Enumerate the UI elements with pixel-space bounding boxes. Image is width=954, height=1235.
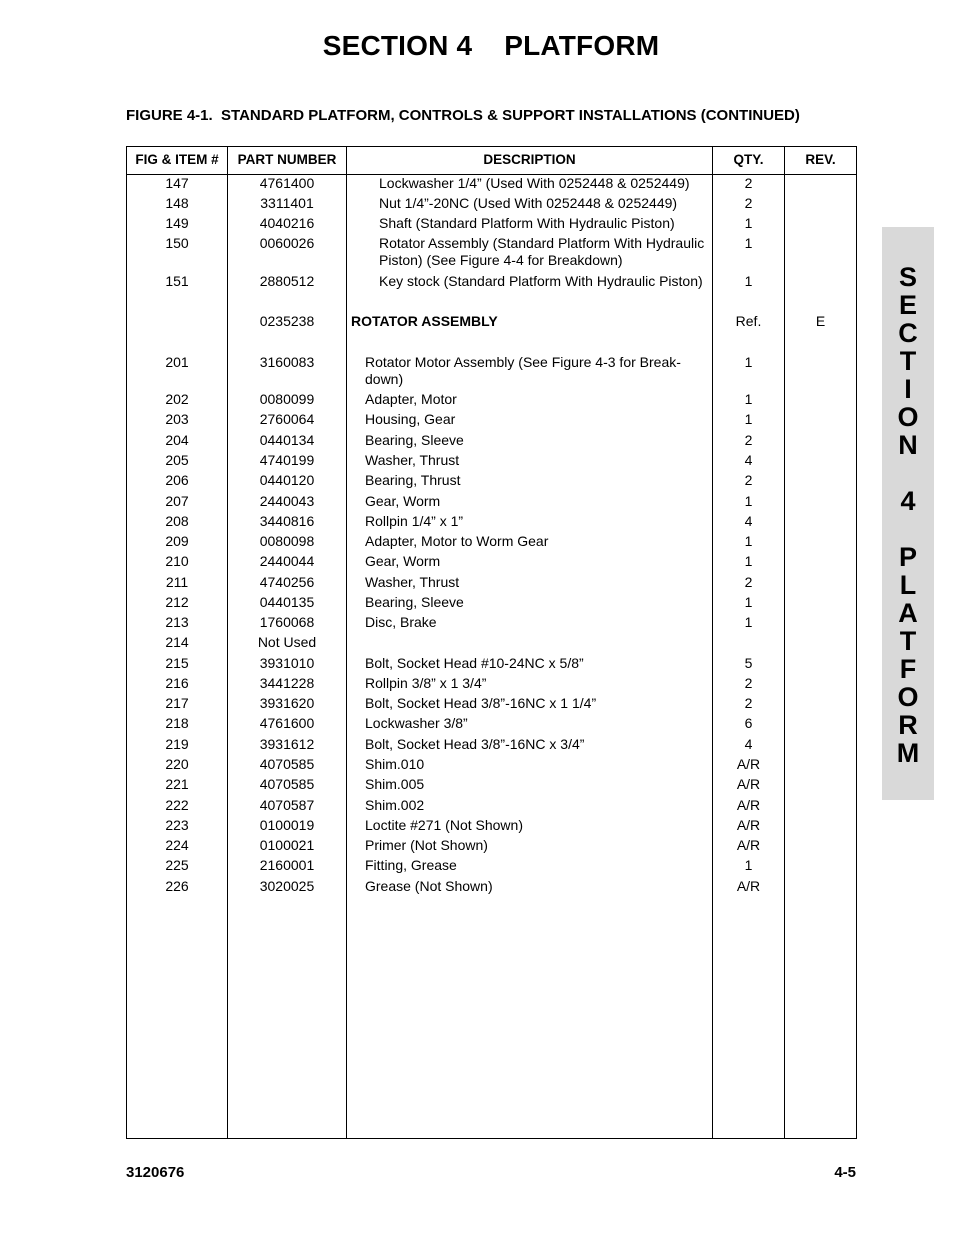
cell-part-number: 3931010 [259, 655, 315, 671]
cell-qty: A/R [736, 837, 761, 853]
cell-part-number: 4761400 [259, 175, 315, 191]
side-tab-letter: 4 [900, 486, 916, 516]
parts-table [126, 146, 857, 1139]
cell-description: Shim.010 [365, 756, 425, 772]
cell-qty: 1 [744, 533, 753, 549]
side-tab-letter: O [897, 402, 919, 432]
cell-fig-item: 222 [165, 797, 189, 813]
cell-part-number: 3931612 [259, 736, 315, 752]
cell-qty: 1 [744, 553, 753, 569]
cell-qty: 2 [744, 432, 753, 448]
cell-description: Washer, Thrust [365, 574, 460, 590]
cell-qty: 5 [744, 655, 753, 671]
cell-fig-item: 206 [165, 472, 189, 488]
cell-qty: 1 [744, 857, 753, 873]
cell-qty: 1 [744, 614, 753, 630]
side-tab-letter: F [899, 654, 917, 684]
cell-description-continued: Piston) (See Figure 4-4 for Breakdown) [379, 252, 623, 268]
cell-description: Grease (Not Shown) [365, 878, 493, 894]
cell-part-number: 4761600 [259, 715, 315, 731]
column-header-qty: QTY. [733, 152, 764, 167]
cell-part-number: 4070585 [259, 756, 315, 772]
cell-description: Rotator Assembly (Standard Platform With Hydraulic [379, 235, 705, 251]
cell-fig-item: 215 [165, 655, 189, 671]
cell-qty: 2 [744, 175, 753, 191]
cell-qty: 4 [744, 452, 753, 468]
cell-fig-item: 224 [165, 837, 189, 853]
cell-qty: Ref. [735, 313, 762, 329]
page-number: 4-5 [834, 1164, 856, 1181]
cell-fig-item: 214 [165, 634, 189, 650]
cell-fig-item: 217 [165, 695, 189, 711]
cell-qty: 6 [744, 715, 753, 731]
cell-part-number: 3160083 [259, 354, 315, 370]
side-tab-letter: S [898, 262, 917, 292]
side-tab-letter: P [898, 542, 917, 572]
cell-description: Lockwasher 3/8” [365, 715, 468, 731]
cell-part-number: 3020025 [259, 878, 315, 894]
cell-fig-item: 204 [165, 432, 189, 448]
cell-qty: 2 [744, 574, 753, 590]
column-header-rev: REV. [805, 152, 836, 167]
cell-qty: A/R [736, 817, 761, 833]
cell-description: Housing, Gear [365, 411, 456, 427]
cell-description: Adapter, Motor to Worm Gear [365, 533, 549, 549]
column-header-fig-item: FIG & ITEM # [135, 152, 219, 167]
side-tab-letter [882, 459, 934, 487]
cell-description: Loctite #271 (Not Shown) [365, 817, 523, 833]
cell-description: Gear, Worm [365, 553, 441, 569]
cell-fig-item: 223 [165, 817, 189, 833]
cell-description: Disc, Brake [365, 614, 437, 630]
column-header-part-number: PART NUMBER [237, 152, 337, 167]
cell-description: ROTATOR ASSEMBLY [351, 313, 498, 329]
side-tab-letters [882, 263, 934, 767]
section-title: SECTION 4 PLATFORM [322, 30, 660, 61]
cell-part-number: 3441228 [259, 675, 315, 691]
cell-part-number: 0440134 [259, 432, 315, 448]
cell-qty: 1 [744, 235, 753, 251]
cell-fig-item: 148 [165, 195, 189, 211]
cell-description: Primer (Not Shown) [365, 837, 488, 853]
cell-fig-item: 212 [165, 594, 189, 610]
cell-qty: 2 [744, 695, 753, 711]
cell-fig-item: 147 [165, 175, 189, 191]
cell-description: Lockwasher 1/4” (Used With 0252448 & 0252449) [379, 175, 690, 191]
cell-description: Rollpin 3/8” x 1 3/4” [365, 675, 487, 691]
cell-part-number: 2440044 [259, 553, 315, 569]
cell-part-number: 4070587 [259, 797, 315, 813]
cell-description: Shaft (Standard Platform With Hydraulic Piston) [379, 215, 675, 231]
cell-description: Rotator Motor Assembly (See Figure 4-3 for Break- [365, 354, 681, 370]
section-side-tab [882, 227, 934, 800]
cell-description: Shim.002 [365, 797, 425, 813]
cell-fig-item: 208 [165, 513, 189, 529]
side-tab-letter: E [898, 290, 917, 320]
cell-description: Bearing, Sleeve [365, 432, 464, 448]
cell-fig-item: 218 [165, 715, 189, 731]
cell-fig-item: 220 [165, 756, 189, 772]
cell-qty: 2 [744, 472, 753, 488]
cell-qty: 1 [744, 594, 753, 610]
cell-qty: 1 [744, 391, 753, 407]
cell-fig-item: 221 [165, 776, 189, 792]
cell-fig-item: 150 [165, 235, 189, 251]
cell-description: Bolt, Socket Head #10-24NC x 5/8” [365, 655, 584, 671]
side-tab-letter: M [896, 738, 920, 768]
cell-fig-item: 203 [165, 411, 189, 427]
cell-part-number: 0080098 [259, 533, 315, 549]
cell-fig-item: 149 [165, 215, 189, 231]
cell-part-number: Not Used [257, 634, 317, 650]
cell-fig-item: 207 [165, 493, 189, 509]
side-tab-letter: A [898, 598, 918, 628]
side-tab-letter: O [897, 682, 919, 712]
cell-fig-item: 205 [165, 452, 189, 468]
cell-part-number: 4070585 [259, 776, 315, 792]
cell-description: Adapter, Motor [365, 391, 457, 407]
cell-part-number: 1760068 [259, 614, 315, 630]
cell-part-number: 0440135 [259, 594, 315, 610]
cell-fig-item: 216 [165, 675, 189, 691]
cell-qty: 2 [744, 195, 753, 211]
cell-description: Bolt, Socket Head 3/8”-16NC x 3/4” [365, 736, 585, 752]
cell-fig-item: 202 [165, 391, 189, 407]
cell-rev: E [815, 313, 826, 329]
side-tab-letter: C [898, 318, 918, 348]
cell-fig-item: 226 [165, 878, 189, 894]
side-tab-letter: N [898, 430, 918, 460]
cell-description: Key stock (Standard Platform With Hydraulic Piston) [379, 273, 703, 289]
column-header-description: DESCRIPTION [483, 152, 576, 167]
cell-description: Bearing, Thrust [365, 472, 461, 488]
cell-part-number: 0080099 [259, 391, 315, 407]
cell-description: Shim.005 [365, 776, 425, 792]
cell-part-number: 2880512 [259, 273, 315, 289]
cell-part-number: 0235238 [259, 313, 315, 329]
cell-part-number: 2440043 [259, 493, 315, 509]
cell-part-number: 3311401 [260, 195, 314, 211]
cell-part-number: 3931620 [259, 695, 315, 711]
cell-qty: 1 [744, 493, 753, 509]
cell-description: Bearing, Sleeve [365, 594, 464, 610]
cell-fig-item: 209 [165, 533, 189, 549]
table-header [127, 147, 856, 175]
cell-fig-item: 219 [165, 736, 189, 752]
cell-qty: A/R [736, 878, 761, 894]
cell-description-continued: down) [365, 371, 404, 387]
cell-description: Gear, Worm [365, 493, 441, 509]
side-tab-letter: R [898, 710, 918, 740]
cell-qty: 4 [744, 736, 753, 752]
cell-description: Fitting, Grease [365, 857, 457, 873]
cell-fig-item: 210 [165, 553, 189, 569]
cell-part-number: 0100019 [259, 817, 315, 833]
cell-part-number: 2160001 [259, 857, 315, 873]
cell-qty: 1 [744, 273, 753, 289]
side-tab-letter: T [899, 626, 917, 656]
cell-part-number: 0100021 [259, 837, 315, 853]
side-tab-letter [882, 515, 934, 543]
cell-part-number: 3440816 [259, 513, 315, 529]
cell-fig-item: 201 [165, 354, 189, 370]
cell-qty: 1 [744, 215, 753, 231]
cell-part-number: 0060026 [259, 235, 315, 251]
document-number: 3120676 [126, 1164, 185, 1181]
figure-title: FIGURE 4-1. STANDARD PLATFORM, CONTROLS & SUPPORT INSTALLATIONS (CONTINUED) [126, 107, 800, 124]
cell-description: Bolt, Socket Head 3/8”-16NC x 1 1/4” [365, 695, 597, 711]
cell-part-number: 4740256 [259, 574, 315, 590]
side-tab-letter: L [899, 570, 917, 600]
cell-fig-item: 211 [165, 574, 189, 590]
cell-part-number: 0440120 [259, 472, 315, 488]
cell-fig-item: 225 [165, 857, 189, 873]
cell-description: Washer, Thrust [365, 452, 460, 468]
cell-qty: 4 [744, 513, 753, 529]
cell-qty: A/R [736, 756, 761, 772]
cell-qty: 2 [744, 675, 753, 691]
cell-fig-item: 151 [165, 273, 189, 289]
cell-description: Rollpin 1/4” x 1” [365, 513, 464, 529]
cell-qty: 1 [744, 354, 753, 370]
cell-part-number: 2760064 [259, 411, 315, 427]
cell-qty: A/R [736, 797, 761, 813]
cell-fig-item: 213 [165, 614, 189, 630]
table-body [127, 175, 856, 1138]
cell-qty: A/R [736, 776, 761, 792]
cell-description: Nut 1/4”-20NC (Used With 0252448 & 0252449) [379, 195, 678, 211]
cell-part-number: 4740199 [259, 452, 315, 468]
cell-part-number: 4040216 [259, 215, 315, 231]
side-tab-letter: I [904, 374, 912, 404]
side-tab-letter: T [899, 346, 917, 376]
cell-qty: 1 [744, 411, 753, 427]
